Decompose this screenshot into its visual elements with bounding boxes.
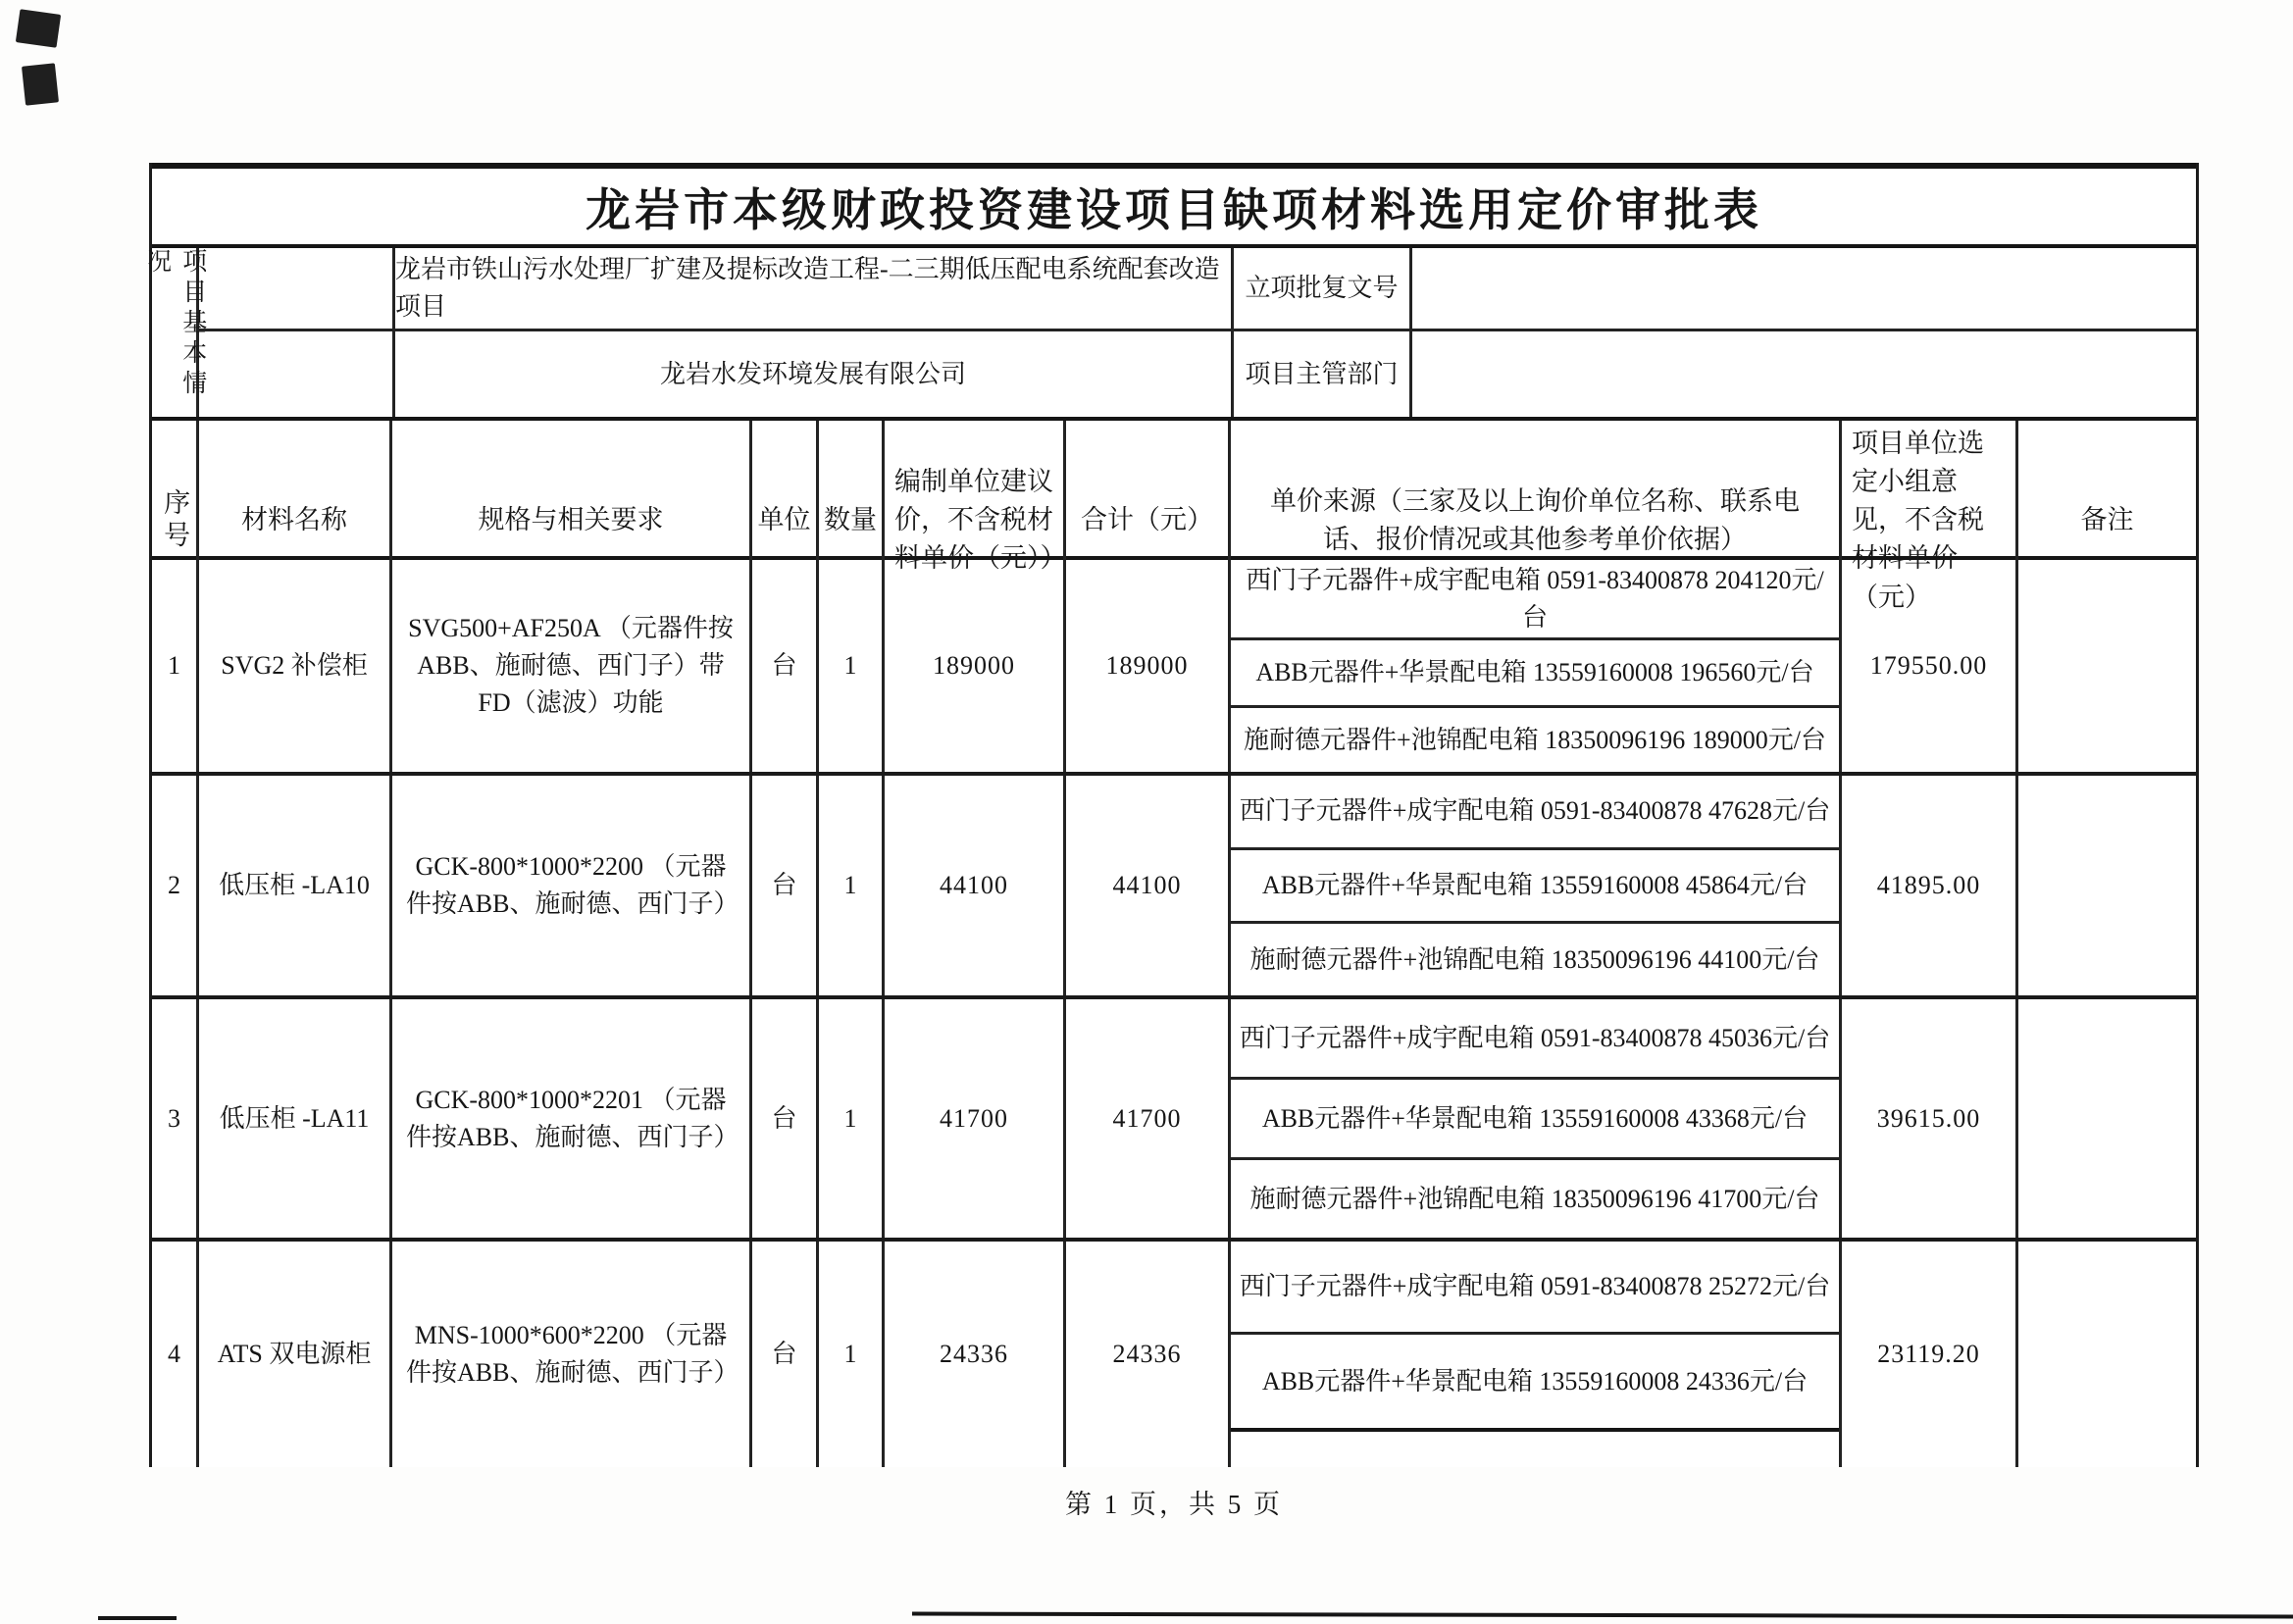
price-quote: ABB元器件+华景配电箱 13559160008 24336元/台 [1231,1332,1839,1432]
price-quote: 西门子元器件+成宇配电箱 0591-83400878 25272元/台 [1239,1272,1831,1301]
scan-artifact-blot [16,9,61,48]
suggested-price-value: 24336 [885,1242,1066,1467]
scan-artifact-line [98,1616,177,1620]
suggested-price-value: 44100 [885,776,1066,995]
approval-form-table [143,163,2199,1467]
selected-price-value: 23119.20 [1842,1242,2018,1467]
material-spec: GCK-800*1000*2201 （元器件按ABB、施耐德、西门子） [392,999,752,1238]
price-quote: 施耐德元器件+池锦配电箱 18350096196 44100元/台 [1231,921,1839,995]
project-info-empty-cell [199,331,395,417]
table-row [152,1242,2196,1467]
form-title-block [152,163,2196,248]
qty-value: 1 [819,999,885,1238]
approval-doc-number-label: 立项批复文号 [1234,248,1412,331]
total-value: 41700 [1066,999,1231,1238]
header-selected-price: 项目单位选定小组意见，不含税材料单价（元） [1842,421,2018,621]
total-value: 24336 [1066,1242,1231,1467]
price-quote: 西门子元器件+成宇配电箱 0591-83400878 47628元/台 [1239,796,1831,826]
construction-unit-value: 龙岩水发环境发展有限公司 [395,331,1234,417]
page-title: 龙岩市本级财政投资建设项目缺项材料选用定价审批表 [586,184,1762,235]
price-quote: 施耐德元器件+池锦配电箱 18350096196 41700元/台 [1231,1157,1839,1238]
price-source-cell [1231,999,1842,1238]
material-name: 低压柜 -LA10 [199,776,392,995]
price-quote: ABB元器件+华景配电箱 13559160008 45864元/台 [1231,847,1839,922]
price-quote: 西门子元器件+成宇配电箱 0591-83400878 45036元/台 [1239,1023,1831,1052]
remark-cell [2018,560,2196,772]
price-quote: ABB元器件+华景配电箱 13559160008 196560元/台 [1231,637,1839,704]
material-name: SVG2 补偿柜 [199,560,392,772]
qty-value: 1 [819,776,885,995]
price-quote: 西门子元器件+成宇配电箱 0591-83400878 204120元/台 [1246,566,1824,632]
project-info-section-label: 项目基本情况 [152,248,199,417]
project-info-empty-cell [199,248,395,331]
project-name-value: 龙岩市铁山污水处理厂扩建及提标改造工程-二三期低压配电系统配套改造项目 [395,248,1234,331]
header-unit: 单位 [752,421,819,621]
suggested-price-value: 189000 [885,560,1066,772]
unit-value: 台 [752,776,819,995]
material-spec: MNS-1000*600*2200 （元器件按ABB、施耐德、西门子） [392,1242,752,1467]
scan-artifact-blot [22,63,59,105]
material-name: ATS 双电源柜 [199,1242,392,1467]
suggested-price-value: 41700 [885,999,1066,1238]
header-index: 序号 [152,421,199,621]
remark-cell [2018,999,2196,1238]
selected-price-value: 179550.00 [1842,560,2018,772]
table-row [152,776,2196,999]
selected-price-value: 39615.00 [1842,999,2018,1238]
row-index: 1 [152,560,199,772]
header-remark: 备注 [2080,505,2134,535]
approval-doc-number-value [1412,248,2196,331]
qty-value: 1 [819,1242,885,1467]
row-index: 3 [152,999,199,1238]
header-total: 合计（元） [1066,421,1231,621]
price-source-cell [1231,776,1842,995]
table-row [152,560,2196,776]
selected-price-value: 41895.00 [1842,776,2018,995]
material-name: 低压柜 -LA11 [199,999,392,1238]
unit-value: 台 [752,1242,819,1467]
unit-value: 台 [752,999,819,1238]
material-spec: GCK-800*1000*2200 （元器件按ABB、施耐德、西门子） [392,776,752,995]
price-source-cell [1231,1242,1842,1467]
remark-cell [2018,776,2196,995]
row-index: 2 [152,776,199,995]
unit-value: 台 [752,560,819,772]
remark-cell [2018,1242,2196,1467]
page-number-footer: 第 1 页，共 5 页 [1065,1490,1283,1519]
header-spec: 规格与相关要求 [392,421,752,621]
project-department-value [1412,331,2196,417]
project-department-label: 项目主管部门 [1234,331,1412,417]
scan-artifact-line [912,1612,2293,1619]
header-qty: 数量 [819,421,885,621]
price-source-cell [1231,560,1842,772]
table-row [152,999,2196,1242]
price-quote: ABB元器件+华景配电箱 13559160008 43368元/台 [1231,1077,1839,1157]
project-info-section [143,248,2196,421]
price-quote: 施耐德元器件+池锦配电箱 18350096196 189000元/台 [1231,705,1839,772]
header-price-source: 单价来源（三家及以上询价单位名称、联系电话、报价情况或其他参考单价依据） [1231,421,1842,621]
total-value: 189000 [1066,560,1231,772]
header-material: 材料名称 [199,421,392,621]
header-suggested-price: 编制单位建议价，不含税材料单价（元）） [885,421,1066,621]
row-index: 4 [152,1242,199,1467]
material-spec: SVG500+AF250A （元器件按ABB、施耐德、西门子）带FD（滤波）功能 [392,560,752,772]
total-value: 44100 [1066,776,1231,995]
qty-value: 1 [819,560,885,772]
